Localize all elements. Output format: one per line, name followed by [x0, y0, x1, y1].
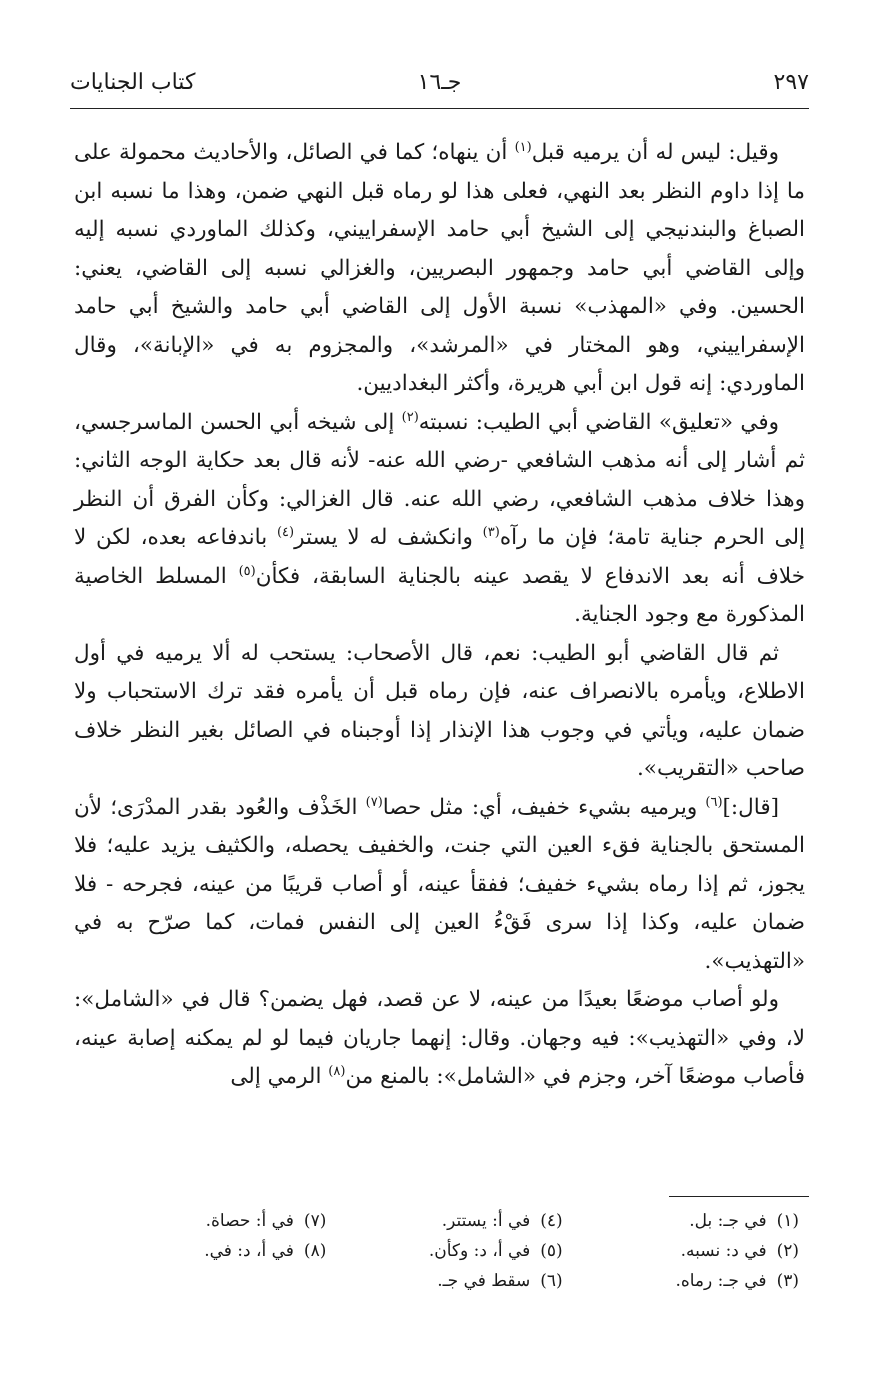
paragraph-text: وفي «تعليق» القاضي أبي الطيب: نسبته — [418, 409, 779, 435]
body-paragraph — [74, 404, 805, 635]
book-title: كتاب الجنايات — [70, 70, 196, 95]
footnote-text: في د: نسبه. — [680, 1241, 767, 1261]
body-paragraph — [74, 981, 805, 1097]
footnote-number: (٧) — [303, 1211, 327, 1231]
footnote — [90, 1206, 326, 1236]
paragraph-text: باندفاعه بعده، لكن لا خلاف أنه بعد الاندفاع لا يقصد عينه بالجناية السابقة، فكأن — [74, 525, 805, 589]
paragraph-text: الرمي إلى — [230, 1064, 329, 1089]
paragraph-text: إلى شيخه أبي الحسن الماسرجسي، ثم أشار إلى أنه مذهب الشافعي -رضي الله عنه- لأنه قال بعد حكاية الوجه الثاني: وهذا خلاف مذهب الشافعي، رضي الله عنه. قال الغزالي: وكأن الفرق أن النظر إلى الحرم جناية تامة؛ فإن ما رآه — [74, 409, 805, 550]
running-header — [70, 70, 809, 104]
footnote-text: في أ: يستتر. — [441, 1211, 531, 1231]
footnote-number: (٥) — [540, 1241, 563, 1261]
footnote-text: في أ: حصاة. — [205, 1211, 294, 1231]
footnote — [563, 1206, 799, 1236]
footnote-marker: (٢) — [401, 409, 419, 425]
body-paragraph — [74, 789, 805, 982]
paragraph-text: وانكشف له لا يستر — [294, 525, 483, 550]
footnote-text: في جـ: بل. — [689, 1211, 767, 1231]
footnote-number: (١) — [776, 1211, 799, 1231]
footnote-marker: (٦) — [705, 794, 723, 810]
footnote — [326, 1236, 562, 1266]
footnote-text: سقط في جـ. — [437, 1271, 531, 1291]
footnote-text: في أ، د: وكأن. — [428, 1241, 531, 1261]
footnote — [326, 1206, 562, 1236]
footnote-marker: (٧) — [365, 794, 383, 810]
footnote-marker: (٣) — [482, 524, 500, 540]
volume-label: جـ١٦ — [417, 70, 462, 95]
footnote-divider — [669, 1196, 809, 1197]
footnote-marker: (٥) — [238, 563, 256, 579]
footnote — [563, 1266, 799, 1296]
paragraph-text: ثم قال القاضي أبو الطيب: نعم، قال الأصحاب: يستحب له ألا يرميه في أول الاطلاع، ويأمره بالانصراف عنه، فإن رماه قبل أن يأمره فقد ترك الاستحباب ولا ضمان عليه، ويأتي في وجوب هذا الإنذار إذا أوجبناه في الصائل بغير النظر خلاف صاحب «التقريب». — [74, 640, 805, 781]
footnote-marker: (٨) — [328, 1063, 346, 1079]
footnote-number: (٤) — [540, 1211, 563, 1231]
footnote-number: (٣) — [776, 1271, 799, 1291]
footnote-number: (٢) — [776, 1241, 799, 1261]
footnote-marker: (١) — [514, 139, 532, 155]
footnote-row — [90, 1266, 799, 1296]
footnote-text: في جـ: رماه. — [675, 1271, 767, 1291]
footnote — [326, 1266, 562, 1296]
footnote-marker: (٤) — [276, 524, 295, 540]
paragraph-text: ويرميه بشيء خفيف، أي: مثل حصا — [382, 794, 706, 820]
footnote-number: (٨) — [303, 1241, 327, 1261]
footnote-row — [90, 1236, 799, 1266]
paragraph-text: الخَذْف والعُود بقدر المدْرَى؛ لأن المستحق بالجناية فقء العين التي جنت، والخفيف يحصله، والكثيف يزيد عليه؛ فلا يجوز، ثم إذا رماه بشيء خفيف؛ ففقأ عينه، أو أصاب قريبًا من عينه، فجرحه - فلا ضمان عليه، وكذا إذا سرى فَقْءُ العين إلى النفس فمات، كما صرّح به في «التهذيب». — [74, 794, 805, 974]
body-paragraph — [74, 134, 805, 404]
footnote — [90, 1266, 326, 1296]
body-paragraph — [74, 635, 805, 789]
page-number: ٢٩٧ — [773, 70, 809, 95]
paragraph-text: وقيل: ليس له أن يرميه قبل — [531, 140, 780, 165]
paragraph-text: المسلط الخاصية المذكورة مع وجود الجناية. — [74, 563, 805, 627]
paragraph-text: ولو أصاب موضعًا بعيدًا من عينه، لا عن قصد، فهل يضمن؟ قال في «الشامل»: لا، وفي «التهذيب»: فيه وجهان. وقال: إنهما جاريان فيما لو لم يمكنه إصابة عينه، فأصاب موضعًا آخر، وجزم في «الشامل»: بالمنع من — [74, 987, 805, 1089]
paragraph-text: أن ينهاه؛ كما في الصائل، والأحاديث محمولة على ما إذا داوم النظر بعد النهي، فعلى هذا لو رماه قبل النهي ضمن، وهذا ما نسبه ابن الصباغ والبندنيجي إلى الشيخ أبي حامد الإسفراييني، وكذلك الماوردي نسبه إليه وإلى القاضي أبي حامد وجمهور البصريين، والغزالي نسبه إلى القاضي، يعني: الحسين. وفي «المهذب» نسبة الأول إلى القاضي أبي حامد والشيخ أبي حامد الإسفراييني، وهو المختار في «المرشد»، والمجزوم به في «الإبانة»، وقال الماوردي: إنه قول ابن أبي هريرة، وأكثر البغداديين. — [74, 140, 805, 396]
main-text — [74, 134, 805, 1097]
footnote-row — [90, 1206, 799, 1236]
footnotes — [90, 1206, 799, 1296]
footnote — [90, 1236, 326, 1266]
footnote-number: (٦) — [540, 1271, 563, 1291]
header-divider — [70, 108, 809, 109]
footnote — [563, 1236, 799, 1266]
paragraph-text: [قال:] — [722, 794, 779, 820]
footnote-text: في أ، د: في. — [204, 1241, 294, 1261]
